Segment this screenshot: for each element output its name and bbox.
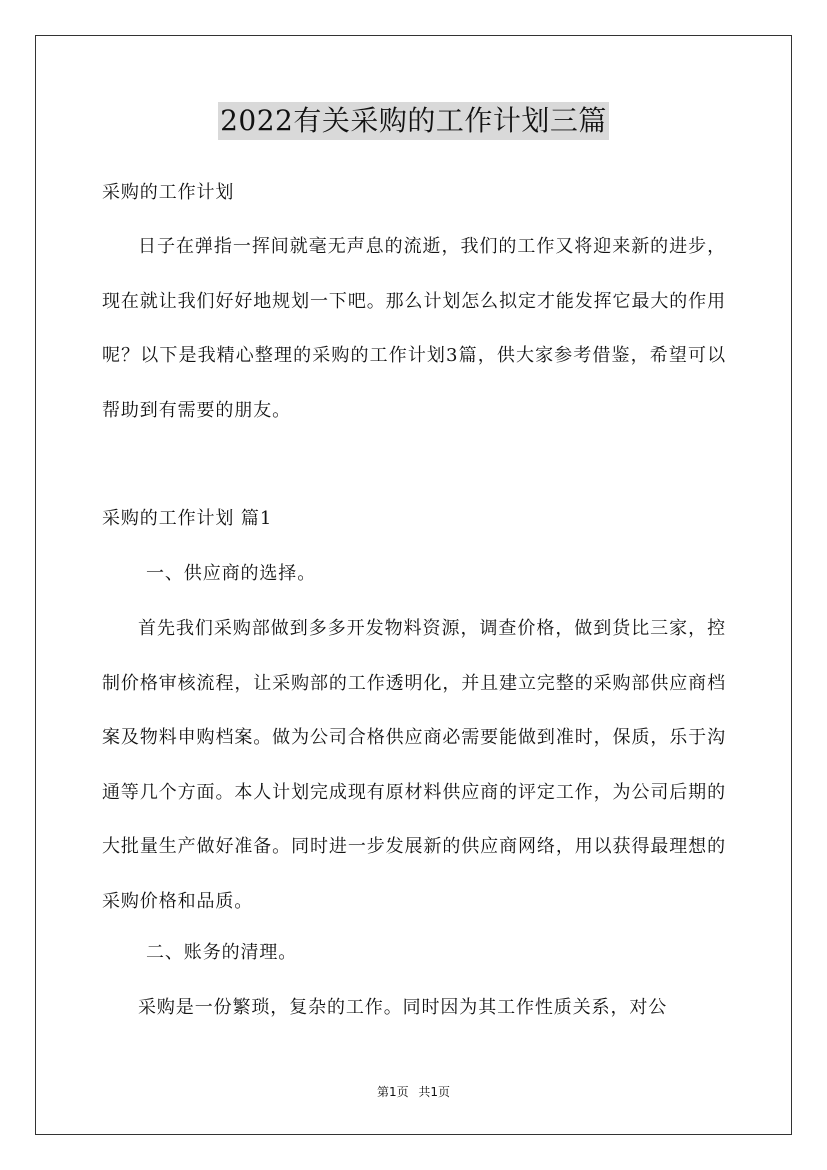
section-heading: 采购的工作计划 篇1 bbox=[102, 508, 273, 529]
page-number: 第1页 bbox=[376, 1085, 409, 1099]
intro-paragraph: 日子在弹指一挥间就毫无声息的流逝，我们的工作又将迎来新的进步，现在就让我们好好地规划一下吧。那么计划怎么拟定才能发挥它最大的作用呢？以下是我精心整理的采购的工作计划3篇，供大家参考借鉴，希望可以帮助到有需要的朋友。 bbox=[102, 236, 726, 421]
item-2-paragraph: 采购是一份繁琐，复杂的工作。同时因为其工作性质关系，对公 bbox=[138, 997, 668, 1018]
item-1-heading: 一、供应商的选择。 bbox=[146, 563, 317, 584]
page-total: 共1页 bbox=[418, 1085, 451, 1099]
item-2-heading: 二、账务的清理。 bbox=[146, 942, 298, 963]
subtitle: 采购的工作计划 bbox=[102, 182, 235, 203]
document-title bbox=[0, 102, 827, 140]
page-footer bbox=[0, 1084, 827, 1100]
document-title-text: 2022有关采购的工作计划三篇 bbox=[218, 102, 609, 140]
item-1-paragraph: 首先我们采购部做到多多开发物料资源，调查价格，做到货比三家，控制价格审核流程，让采购部的工作透明化，并且建立完整的采购部供应商档案及物料申购档案。做为公司合格供应商必需要能做到准时，保质，乐于沟通等几个方面。本人计划完成现有原材料供应商的评定工作，为公司后期的大批量生产做好准备。同时进一步发展新的供应商网络，用以获得最理想的采购价格和品质。 bbox=[102, 618, 726, 912]
